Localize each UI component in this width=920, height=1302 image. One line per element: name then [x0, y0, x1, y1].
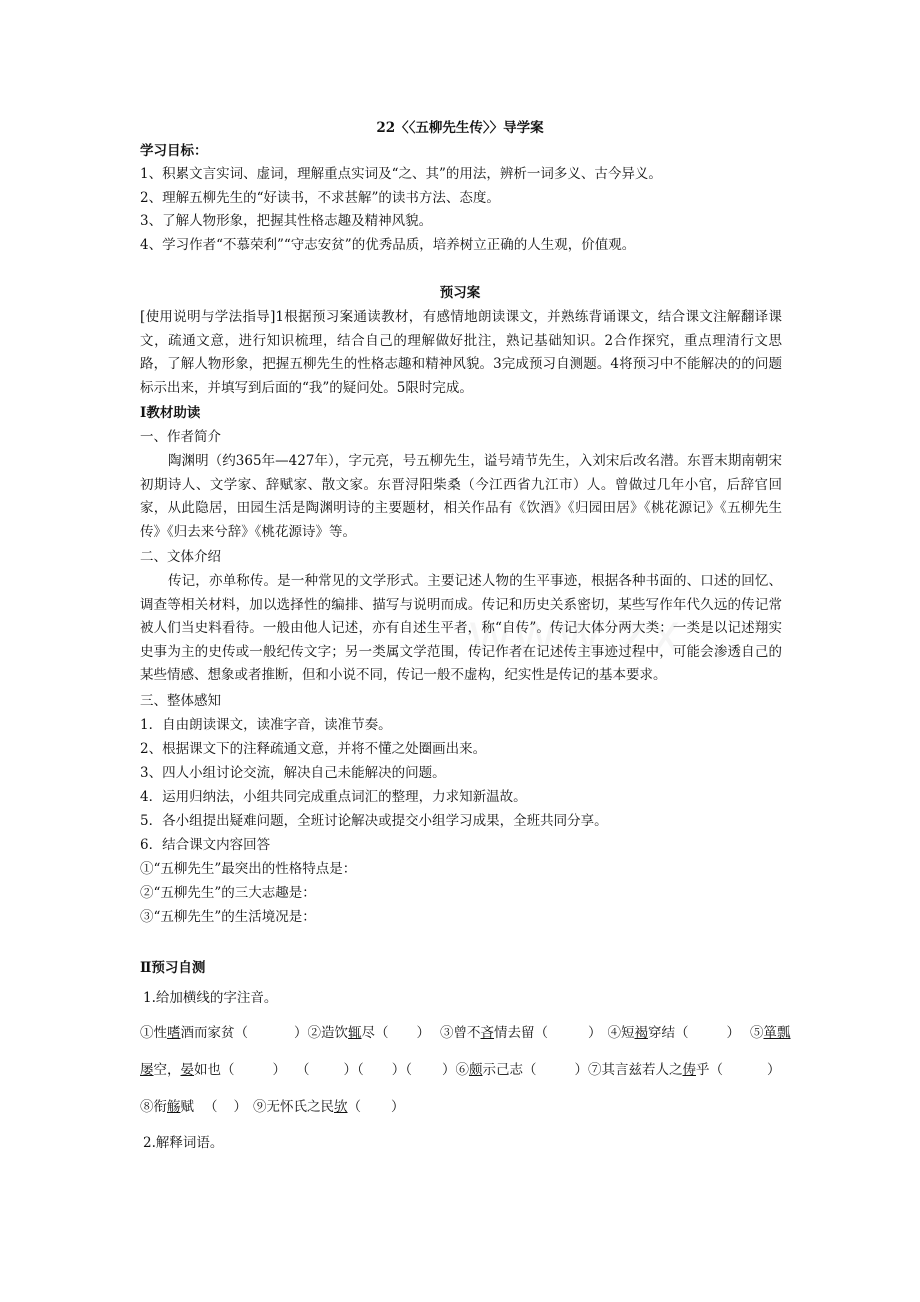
- genre-heading: 二、文体介绍: [140, 549, 221, 565]
- question-item: ②“五柳先生”的三大志趣是：: [140, 885, 316, 901]
- underlined-char: 屡: [140, 1062, 154, 1078]
- objective-item: 2、理解五柳先生的“好读书，不求甚解”的读书方法、态度。: [140, 190, 500, 206]
- part2-heading: Ⅱ预习自测: [140, 960, 206, 976]
- preview-heading: 预习案: [439, 285, 481, 301]
- objective-item: 3、了解人物形象，把握其性格志趣及精神风貌。: [140, 213, 433, 229]
- genre-intro: 传记，亦单称传。是一种常见的文学形式。主要记述人物的生平事迹，根据各种书面的、口述的回忆、调查等相关材料，加以选择性的编排、描写与说明而成。传记和历史关系密切，某些写作年代久远的传记常被人们当史料看待。一般由他人记述，亦有自述生平者，称“自传”。传记大体分两大类：一类是以记述翔实史事为主的史传或一般纪传文字；另一类属文学范围，传记作者在记述传主事迹过程中，可能会渗透自己的某些情感、想象或者推断，但和小说不同，传记一般不虚构，纪实性是传记的基本要求。: [140, 573, 782, 683]
- overall-item: 5．各小组提出疑难问题，全班讨论解决或提交小组学习成果，全班共同分享。: [140, 813, 608, 829]
- overall-item: 1．自由朗读课文，读准字音，读准节奏。: [140, 717, 392, 733]
- author-intro: 陶渊明（约365年—427年），字元亮，号五柳先生，谥号靖节先生，入刘宋后改名潜。东晋末期南朝宋初期诗人、文学家、辞赋家、散文家。东晋浔阳柴桑（今江西省九江市）人。曾做过几年小官，后辞官回家，从此隐居，田园生活是陶渊明诗的主要题材，相关作品有《饮酒》《归园田居》《桃花源记》《五柳先生传》《归去来兮辞》《桃花源诗》等。: [140, 453, 782, 540]
- overall-item: 4．运用归纳法，小组共同完成重点词汇的整理，力求知新温故。: [140, 789, 527, 805]
- part1-heading: Ⅰ教材助读: [140, 405, 201, 421]
- underlined-char: 颇: [469, 1062, 483, 1078]
- pinyin-row-3: ⑧衔觞赋 （ ） ⑨无怀氏之民欤（ ）: [140, 1099, 405, 1115]
- underlined-char: 箪瓢: [763, 1025, 791, 1041]
- underlined-char: 吝: [480, 1025, 494, 1041]
- objective-item: 4、学习作者“不慕荣利”“守志安贫”的优秀品质，培养树立正确的人生观，价值观。: [140, 237, 636, 253]
- overall-item: 2、根据课文下的注释疏通文意，并将不懂之处圈画出来。: [140, 741, 487, 757]
- pinyin-question: 1.给加横线的字注音。: [143, 990, 278, 1006]
- overall-item: 3、四人小组讨论交流，解决自己未能解决的问题。: [140, 765, 446, 781]
- underlined-char: 辄: [348, 1025, 362, 1041]
- overall-heading: 三、整体感知: [140, 693, 221, 709]
- pinyin-row-1: ①性嗜酒而家贫（ ）②造饮辄尽（ ） ③曾不吝情去留（ ） ④短褐穿结（ ） ⑤箪瓢: [140, 1025, 791, 1041]
- question-item: ①“五柳先生”最突出的性格特点是：: [140, 861, 357, 877]
- underlined-char: 俦: [682, 1062, 696, 1078]
- usage-instructions: [使用说明与学法指导]1根据预习案通读教材，有感情地朗读课文，并熟练背诵课文，结合课文注解翻译课文，疏通文意，进行知识梳理，结合自己的理解做好批注，熟记基础知识。2合作探究，重点理清行文思路，了解人物形象，把握五柳先生的性格志趣和精神风貌。3完成预习自测题。4将预习中不能解决的的问题标示出来，并填写到后面的“我”的疑问处。5限时完成。: [140, 309, 782, 396]
- document-title: 22〈〈五柳先生传〉〉导学案: [376, 120, 544, 136]
- underlined-char: 晏: [180, 1062, 194, 1078]
- underlined-char: 觞: [167, 1099, 181, 1115]
- objectives-heading: 学习目标：: [140, 143, 208, 159]
- pinyin-row-2: 屡空，晏如也（ ） （ ）（ ）（ ）⑥颇示己志（ ）⑦其言兹若人之俦乎（ ）: [140, 1062, 781, 1078]
- question-item: ③“五柳先生”的生活境况是：: [140, 909, 316, 925]
- underlined-char: 嗜: [167, 1025, 181, 1041]
- underlined-char: 褐: [634, 1025, 648, 1041]
- overall-item: 6．结合课文内容回答: [140, 837, 271, 853]
- explain-words-question: 2.解释词语。: [143, 1135, 224, 1151]
- underlined-char: 欤: [334, 1099, 348, 1115]
- author-heading: 一、作者简介: [140, 429, 221, 445]
- objective-item: 1、积累文言实词、虚词，理解重点实词及“之、其”的用法，辨析一词多义、古今异义。: [140, 166, 662, 182]
